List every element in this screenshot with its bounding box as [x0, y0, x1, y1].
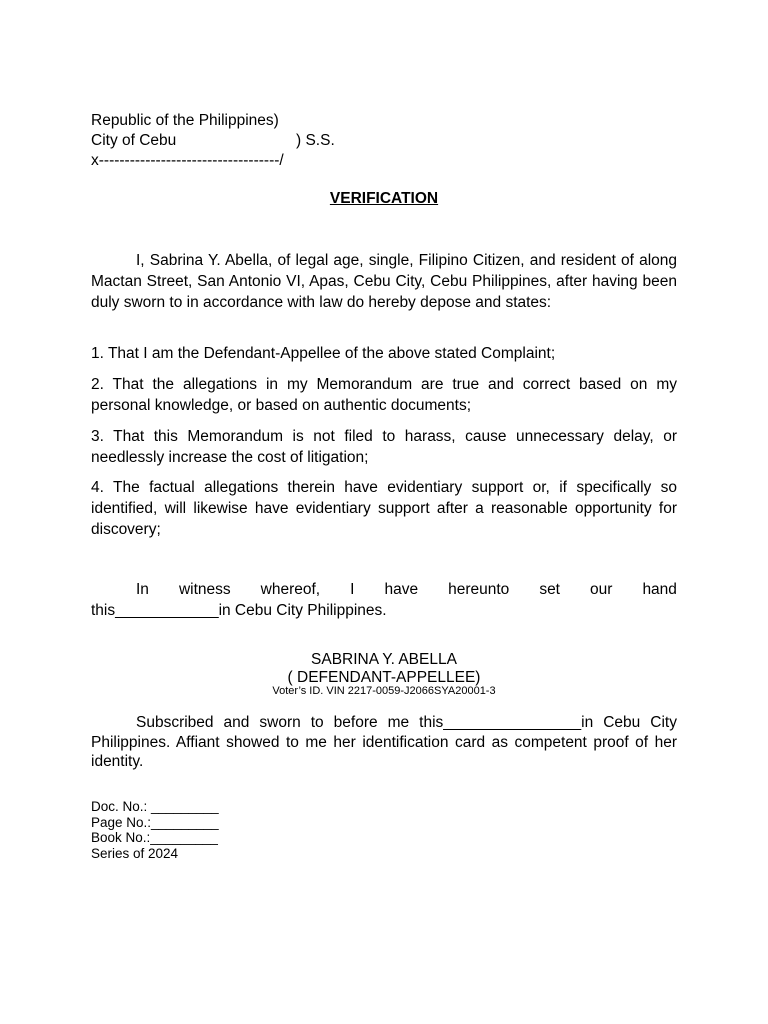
- signatory-voter-id: Voter’s ID. VIN 2217-0059-J2066SYA20001-3: [272, 685, 496, 697]
- witness-word: set: [539, 581, 560, 598]
- witness-word: our: [590, 581, 613, 598]
- witness-line-1: [91, 580, 677, 601]
- witness-word: I: [350, 581, 355, 598]
- caption-divider: x-----------------------------------/: [91, 152, 284, 169]
- caption-city-line: [91, 131, 335, 151]
- caption-city: City of Cebu: [91, 132, 177, 149]
- witness-word: witness: [178, 581, 231, 598]
- item-1: 1. That I am the Defendant-Appellee of the above stated Complaint;: [91, 345, 556, 362]
- witness-word: hereunto: [448, 581, 510, 598]
- case-caption: [91, 111, 335, 171]
- document-title: VERIFICATION: [329, 190, 439, 207]
- signatory-role: ( DEFENDANT-APPELLEE): [287, 669, 481, 686]
- series: Series of 2024: [91, 845, 179, 861]
- page-no: Page No.:_________: [91, 814, 219, 830]
- caption-ss: ) S.S.: [296, 132, 335, 149]
- item-2: 2. That the allegations in my Memorandum are true and correct based on my personal knowledge, or based on authentic documents;: [91, 376, 677, 414]
- witness-word: whereof,: [260, 581, 321, 598]
- witness-word: have: [384, 581, 419, 598]
- item-4: 4. The factual allegations therein have evidentiary support or, if specifically so identified, will likewise have evidentiary support after a reasonable opportunity for discovery;: [91, 479, 677, 538]
- caption-republic: Republic of the Philippines): [91, 112, 279, 129]
- signatory-name: SABRINA Y. ABELLA: [311, 651, 457, 668]
- intro-paragraph: I, Sabrina Y. Abella, of legal age, single, Filipino Citizen, and resident of along Mactan Street, San Antonio VI, Apas, Cebu City, Cebu Philippines, after having been duly sworn to in accordance with law do hereby depose and states:: [91, 252, 677, 311]
- book-no: Book No.:_________: [91, 830, 218, 845]
- item-3: 3. That this Memorandum is not filed to harass, cause unnecessary delay, or needlessly increase the cost of litigation;: [91, 428, 677, 466]
- witness-word: hand: [642, 581, 677, 598]
- witness-word: In: [136, 581, 149, 598]
- witness-line-2: this____________in Cebu City Philippines.: [91, 601, 387, 619]
- witness-paragraph: [91, 580, 677, 622]
- jurat-paragraph: Subscribed and sworn to before me this________________in Cebu City Philippines. Affiant showed to me her identification card as competent proof of her identity.: [91, 714, 677, 770]
- notarial-register: [91, 799, 219, 861]
- doc-no: Doc. No.: _________: [91, 799, 219, 814]
